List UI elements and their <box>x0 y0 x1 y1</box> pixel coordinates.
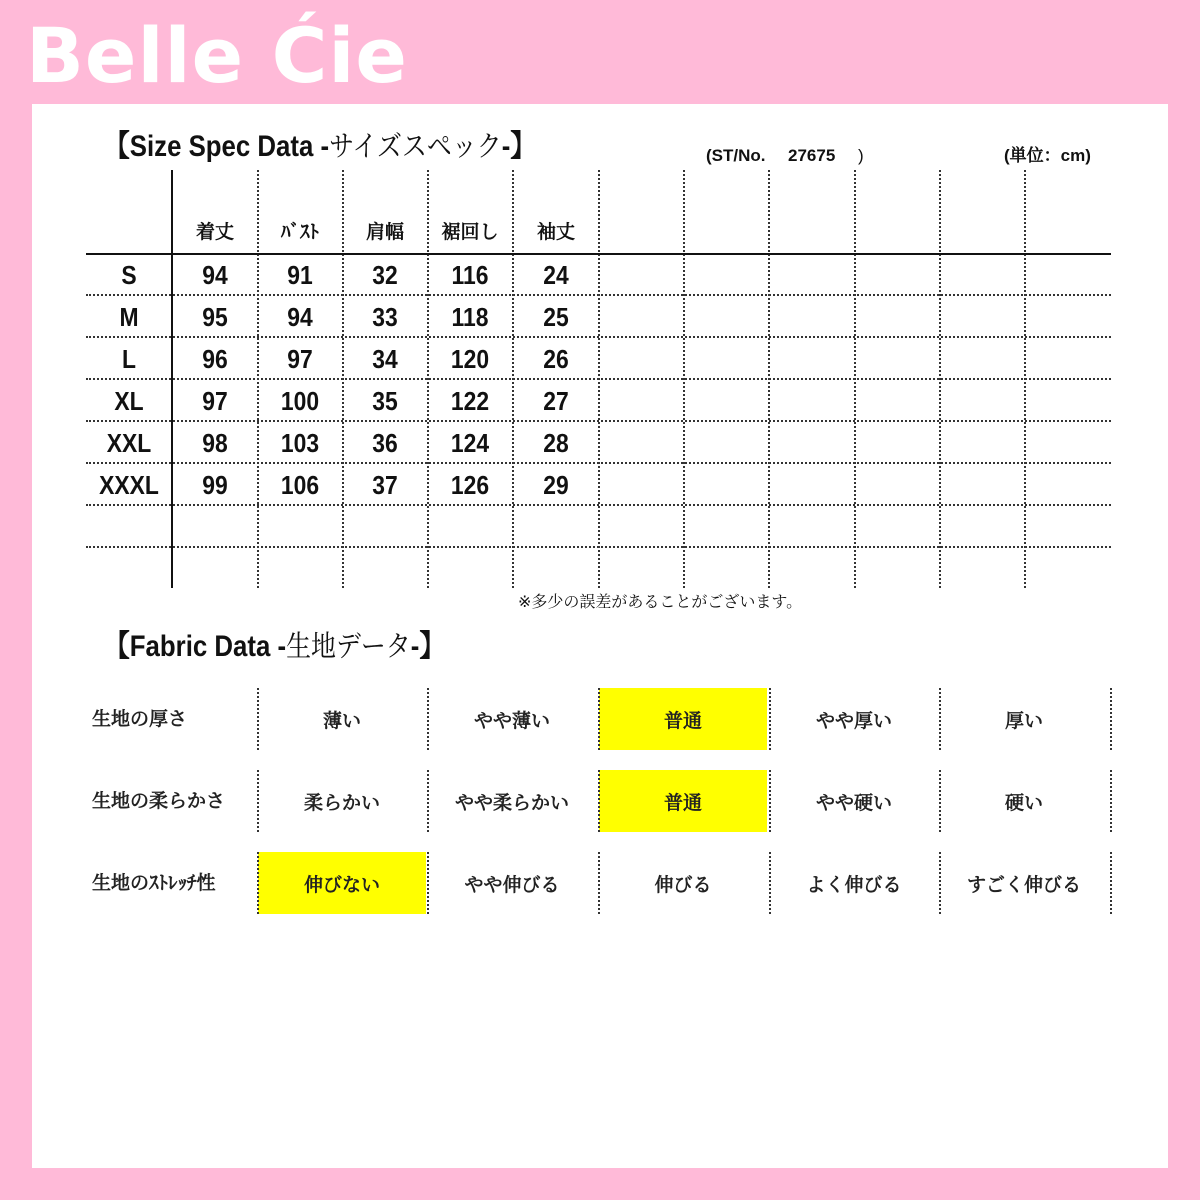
fabric-title-en: 【Fabric Data - <box>104 630 287 663</box>
table-cell: 106 <box>280 470 320 500</box>
table-cell: 97 <box>287 344 313 374</box>
fabric-option-selected: 普通 <box>599 688 767 750</box>
fabric-divider <box>939 852 941 914</box>
table-cell: 27 <box>543 386 569 416</box>
fabric-option-selected: 普通 <box>599 770 767 832</box>
table-cell: 95 <box>202 302 228 332</box>
style-number-label: (ST/No. <box>706 146 766 165</box>
grid-hline <box>86 336 1111 338</box>
table-cell: 100 <box>280 386 320 416</box>
fabric-divider <box>939 770 941 832</box>
table-cell: 98 <box>202 428 228 458</box>
size-label: L <box>122 344 136 374</box>
fabric-row-label-softness: 生地の柔らかさ <box>92 790 226 812</box>
size-spec-title-end: -】 <box>501 130 537 163</box>
fabric-divider <box>257 852 259 914</box>
grid-hline <box>86 546 1111 548</box>
tolerance-note: ※多少の誤差があることがございます。 <box>518 592 803 611</box>
fabric-divider <box>1110 688 1112 750</box>
table-cell: 91 <box>287 260 313 290</box>
size-spec-title <box>104 129 537 163</box>
unit-label: (単位：cm) <box>1004 146 1091 165</box>
fabric-option: やや厚い <box>815 709 892 732</box>
fabric-divider <box>769 852 771 914</box>
fabric-divider <box>598 852 600 914</box>
grid-hline <box>86 378 1111 380</box>
fabric-option: すごく伸びる <box>966 873 1081 896</box>
fabric-option: やや硬い <box>815 791 892 814</box>
fabric-option: やや伸びる <box>464 873 560 896</box>
fabric-option: 柔らかい <box>303 791 380 814</box>
grid-hline <box>86 462 1111 464</box>
fabric-row-label-thickness: 生地の厚さ <box>92 708 188 730</box>
table-cell: 103 <box>280 428 320 458</box>
fabric-divider <box>1110 770 1112 832</box>
column-header-shoulder: 肩幅 <box>365 221 404 243</box>
header-rule <box>86 253 1111 255</box>
fabric-divider <box>769 688 771 750</box>
table-cell: 28 <box>543 428 569 458</box>
table-cell: 37 <box>372 470 398 500</box>
style-number-close: ) <box>858 146 864 165</box>
fabric-option: やや柔らかい <box>454 791 569 814</box>
fabric-option: 硬い <box>1004 791 1043 814</box>
brand-logo: Belle Ćie <box>26 11 408 100</box>
fabric-title-jp: 生地データ <box>286 629 411 663</box>
fabric-data-title <box>104 629 446 663</box>
fabric-divider <box>427 852 429 914</box>
size-spec-title-en: 【Size Spec Data - <box>104 130 330 163</box>
size-label: XXL <box>106 428 152 458</box>
grid-hline <box>86 294 1111 296</box>
column-header-bust: ﾊﾞｽﾄ <box>280 221 319 243</box>
fabric-divider <box>769 770 771 832</box>
table-cell: 118 <box>451 302 489 332</box>
grid-hline <box>86 420 1111 422</box>
table-cell: 122 <box>450 386 490 416</box>
table-cell: 124 <box>450 428 490 458</box>
fabric-option: 伸びる <box>654 873 712 896</box>
table-cell: 120 <box>450 344 490 374</box>
fabric-divider <box>427 688 429 750</box>
table-cell: 33 <box>372 302 398 332</box>
table-cell: 24 <box>543 260 569 290</box>
fabric-divider <box>939 688 941 750</box>
table-cell: 36 <box>372 428 398 458</box>
table-cell: 29 <box>543 470 569 500</box>
grid-hline <box>86 504 1111 506</box>
table-cell: 34 <box>372 344 398 374</box>
fabric-option: 薄い <box>322 709 361 732</box>
size-spec-title-jp: サイズスペック <box>329 129 502 163</box>
style-number: 27675 <box>788 146 836 165</box>
table-cell: 32 <box>372 260 398 290</box>
fabric-option: 厚い <box>1004 709 1043 732</box>
fabric-divider <box>257 688 259 750</box>
size-label: M <box>119 302 139 332</box>
table-cell: 26 <box>543 344 569 374</box>
table-cell: 116 <box>451 260 489 290</box>
table-cell: 126 <box>450 470 490 500</box>
fabric-row-label-stretch: 生地のｽﾄﾚｯﾁ性 <box>92 872 216 894</box>
fabric-title-end: -】 <box>410 630 446 663</box>
fabric-divider <box>1110 852 1112 914</box>
fabric-divider <box>598 770 600 832</box>
size-label: XXXL <box>99 470 159 500</box>
fabric-option: やや薄い <box>473 709 550 732</box>
table-cell: 25 <box>543 302 569 332</box>
table-cell: 96 <box>202 344 228 374</box>
table-cell: 99 <box>202 470 228 500</box>
table-cell: 94 <box>202 260 228 290</box>
fabric-divider <box>257 770 259 832</box>
column-header-hem: 裾回し <box>441 221 499 243</box>
size-label: XL <box>114 386 144 416</box>
size-label: S <box>121 260 137 290</box>
table-cell: 35 <box>372 386 398 416</box>
fabric-divider <box>598 688 600 750</box>
fabric-option-selected: 伸びない <box>258 852 426 914</box>
table-cell: 94 <box>287 302 313 332</box>
fabric-divider <box>427 770 429 832</box>
column-header-sleeve: 袖丈 <box>536 221 575 243</box>
table-cell: 97 <box>202 386 228 416</box>
column-header-length: 着丈 <box>195 221 234 243</box>
fabric-option: よく伸びる <box>806 873 902 896</box>
